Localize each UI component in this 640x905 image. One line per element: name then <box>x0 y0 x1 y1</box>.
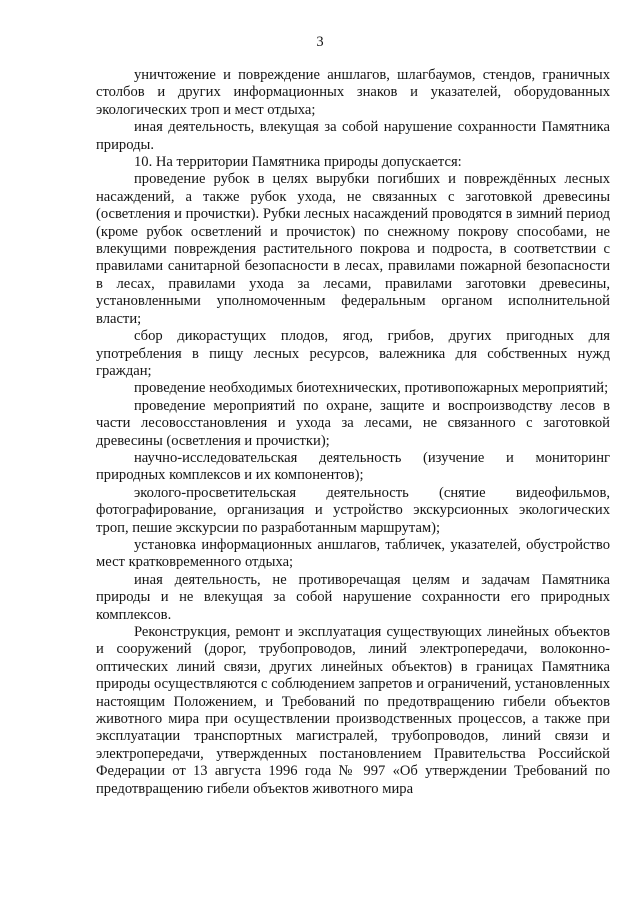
paragraph-wild-harvest: сбор дикорастущих плодов, ягод, грибов, других пригодных для употребления в пищу лесных ресурсов, валежника для собственных нужд граждан; <box>96 328 610 379</box>
paragraph-destruction-of-signs: уничтожение и повреждение аншлагов, шлагбаумов, стендов, граничных столбов и других информационных знаков и указателей, оборудованных экологических троп и мест отдыха; <box>96 67 610 118</box>
paragraph-sanitary-felling: проведение рубок в целях вырубки погибших и повреждённых лесных насаждений, а также рубок ухода, не связанных с заготовкой древесины (осветления и прочистки). Рубки лесных насаждений проводятся в зимний период (кроме рубок осветлений и прочисток) по снежному покрову способами, не влекущими повреждения растительного покрова и подроста, в соответствии с правилами санитарной безопасности в лесах, правилами пожарной безопасности в лесах, правилами ухода за лесами, правилами заготовки древесины, установленными уполномоченным федеральным органом исполнительной власти; <box>96 171 610 327</box>
paragraph-ecological-education: эколого-просветительская деятельность (снятие видеофильмов, фотографирование, организация и устройство экскурсионных экологических троп, пешие экскурсии по разработанным маршрутам); <box>96 484 610 536</box>
paragraph-linear-objects: Реконструкция, ремонт и эксплуатация существующих линейных объектов и сооружений (дорог, трубопроводов, линий электропередачи, волоконно-оптических линий связи, других линейных объектов) в границах Памятника природы осуществляются с соблюдением запретов и ограничений, установленных настоящим Положением, и Требований по предотвращению гибели объектов животного мира при осуществлении производственных процессов, а также при эксплуатации транспортных магистралей, трубопроводов, линий связи и электропередачи, утвержденных постановлением Правительства Российской Федерации от 13 августа 1996 года № 997 «Об утверждении Требований по предотвращению гибели объектов животного мира <box>96 624 610 797</box>
paragraph-section-10-heading: 10. На территории Памятника природы допускается: <box>134 154 462 171</box>
paragraph-research-activity: научно-исследовательская деятельность (изучение и мониторинг природных комплексов и их компонентов); <box>96 449 610 484</box>
document-body <box>96 67 610 798</box>
paragraph-information-signs: установка информационных аншлагов, табличек, указателей, обустройство мест кратковременного отдыха; <box>96 536 610 571</box>
page-number: 3 <box>316 34 324 50</box>
paragraph-biotechnical-measures: проведение необходимых биотехнических, противопожарных мероприятий; <box>134 380 609 397</box>
paragraph-other-permitted-activity: иная деятельность, не противоречащая целям и задачам Памятника природы и не влекущая за собой нарушение сохранности его природных комплексов. <box>96 571 610 623</box>
paragraph-other-violating-activity: иная деятельность, влекущая за собой нарушение сохранности Памятника природы. <box>96 119 610 153</box>
paragraph-forest-protection: проведение мероприятий по охране, защите и воспроизводству лесов в части лесовосстановления и ухода за лесами, не связанного с заготовкой древесины (осветления и прочистки); <box>96 397 610 449</box>
